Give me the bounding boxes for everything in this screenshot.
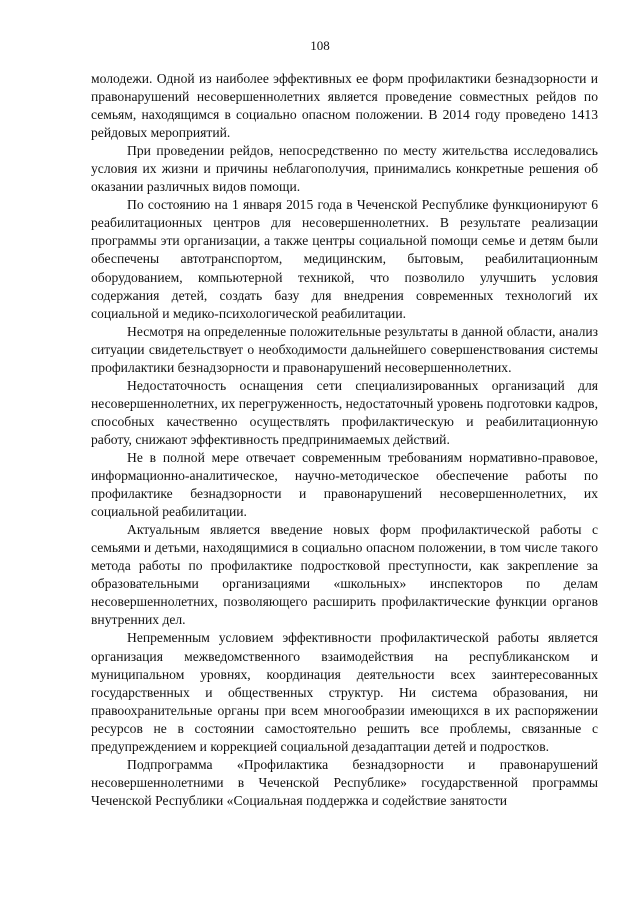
paragraph-regulatory-support: Не в полной мере отвечает современным требованиям нормативно-правовое, информационно-аналитическое, научно-методическое обеспечение работы по профилактике безнадзорности и правонарушений несовершеннолетних, их социальной реабилитации. [91, 449, 598, 520]
paragraph-rehab-centers: По состоянию на 1 января 2015 года в Чеченской Республике функционируют 6 реабилитационных центров для несовершеннолетних. В результате реализации программы эти организации, а также центры социальной помощи семье и детям были обеспечены автотранспортом, медицинским, бытовым, реабилитационным оборудованием, компьютерной техникой, что позволило улучшить условия содержания детей, создать базу для внедрения современных технологий их социальной и медико-психологической реабилитации. [91, 197, 598, 321]
paragraph-youth-raids: молодежи. Одной из наиболее эффективных ее форм профилактики безнадзорности и правонарушений несовершеннолетних является проведение совместных рейдов по семьям, находящимся в социально опасном положении. В 2014 году проведено 1413 рейдовых мероприятий. [91, 71, 598, 141]
document-body [91, 70, 598, 810]
paragraph-subprogram: Подпрограмма «Профилактика безнадзорности и правонарушений несовершеннолетними в Чеченской Республике» государственной программы Чеченской Республики «Социальная поддержка и содействие занятости [91, 756, 598, 808]
paragraph-new-forms: Актуальным является введение новых форм профилактической работы с семьями и детьми, находящимися в социально опасном положении, в том числе такого метода работы по профилактике подростковой преступности, как закрепление за образовательными организациями «школьных» инспекторов по делам несовершеннолетних, позволяющего расширить профилактические функции органов внутренних дел. [91, 522, 598, 628]
paragraph-raid-findings: При проведении рейдов, непосредственно по месту жительства исследовались условия их жизни и причины неблагополучия, принимались конкретные решения об оказании различных видов помощи. [91, 143, 598, 195]
paragraph-interagency: Непременным условием эффективности профилактической работы является организация межведомственного взаимодействия на республиканском и муниципальном уровнях, координация деятельности всех заинтересованных государственных и общественных структур. Ни система образования, ни правоохранительные органы при всем многообразии имеющихся в их распоряжении ресурсов не в состоянии самостоятельно решить все проблемы, связанные с предупреждением и коррекцией социальной дезадаптации детей и подростков. [91, 630, 598, 754]
paragraph-insufficient-equipment: Недостаточность оснащения сети специализированных организаций для несовершеннолетних, их перегруженность, недостаточный уровень подготовки кадров, способных качественно осуществлять профилактическую и реабилитационную работу, снижают эффективность предпринимаемых действий. [91, 377, 598, 447]
page-number: 108 [310, 38, 330, 53]
paragraph-analysis-needs: Несмотря на определенные положительные результаты в данной области, анализ ситуации свидетельствует о необходимости дальнейшего совершенствования системы профилактики безнадзорности и правонарушений несовершеннолетних. [91, 323, 598, 375]
